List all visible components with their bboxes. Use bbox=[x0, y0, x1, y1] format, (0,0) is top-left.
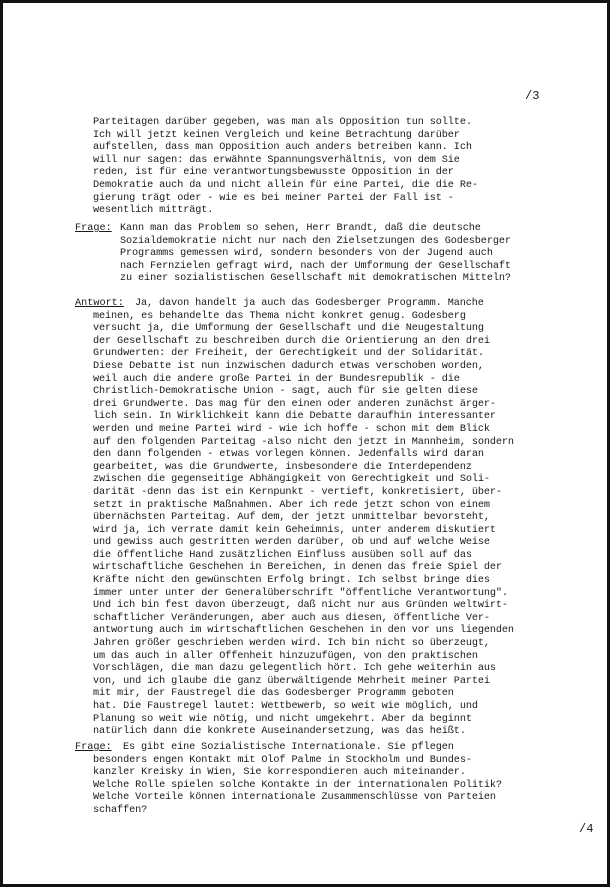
page-number-bottom: /4 bbox=[579, 822, 594, 836]
paragraph-intro: Parteitagen darüber gegeben, was man als Opposition tun sollte. Ich will jetzt keinen Vergleich und keine Betrachtung darüber aufstellen, dass man Opposition auch anders betreiben kann. Ich will nur sagen: das erwähnte Spannungsverhältnis, von dem Sie reden, ist für eine verantwortungsbewusste Opposition in der Demokratie auch da und nicht allein für eine Partei, die die Re- gierung trägt oder - wie es bei meiner Partei der Fall ist - wesentlich mitträgt. bbox=[93, 117, 478, 217]
answer-label-1: Antwort: bbox=[75, 298, 124, 309]
question-label-1: Frage: bbox=[75, 223, 112, 234]
page-number-top: /3 bbox=[525, 89, 540, 103]
question-label-2: Frage: bbox=[75, 742, 112, 753]
question-1: Kann man das Problem so sehen, Herr Brandt, daß die deutsche Sozialdemokratie nicht nur nach den Zielsetzungen des Godesberger Programms gemessen wird, sondern besonders von der Jugend auch nach Fernzielen gefragt wird, nach der Umformung der Gesellschaft zu einer sozialistischen Gesellschaft mit demokratischen Mitteln? bbox=[120, 223, 511, 285]
question-2: Es gibt eine Sozialistische Internationale. Sie pflegen besonders engen Kontakt mit Olof Palme in Stockholm und Bundes- kanzler Kreisky in Wien, Sie korrespondieren auch miteinander. Welche Rolle spielen solche Kontakte in der internationalen Politik? Welche Vorteile können internationale Zusammenschlüsse von Parteien schaffen? bbox=[93, 742, 502, 816]
answer-1: Ja, davon handelt ja auch das Godesberger Programm. Manche meinen, es behandelte das Thema nicht konkret genug. Godesberg versucht ja, die Umformung der Gesellschaft und die Neugestaltung der Gesellschaft zu beschreiben durch die Orientierung an den drei Grundwerten: der Freiheit, der Gerechtigkeit und der Solidarität. Diese Debatte ist nun inzwischen dadurch etwas verschoben worden, weil auch die andere große Partei in der Bundesrepublik - die Christlich-Demokratische Union - sagt, auch für sie gelten diese drei Grundwerte. Das mag für den einen oder anderen zunächst ärger- lich sein. In Wirklichkeit kann die Debatte daraufhin interessanter werden und meine Partei wird - wie ich hoffe - schon mit dem Blick auf den folgenden Parteitag -also nicht den jetzt in Mannheim, sondern den dann folgenden - etwas vorlegen können. Jedenfalls wird daran gearbeitet, was die Grundwerte, insbesondere die Interdependenz zwischen die gegenseitige Abhängigkeit von Gerechtigkeit und Soli- darität -denn das ist ein Kernpunkt - vertieft, konkretisiert, über- setzt in praktische Maßnahmen. Aber ich rede jetzt schon von einem übernächsten Parteitag. Auf dem, der jetzt unmittelbar bevorsteht, wird ja, ich verrate damit kein Geheimnis, unter anderem diskutiert und gewiss auch gestritten werden darüber, ob und auf welche Weise die öffentliche Hand zusätzlichen Einfluss ausüben soll auf das wirtschaftliche Geschehen in Bereichen, in denen das freie Spiel der Kräfte nicht den gewünschten Erfolg bringt. Ich selbst bringe dies immer unter unter der Generalüberschrift "öffentliche Verantwortung". Und ich bin fest davon überzeugt, daß nicht nur aus Gründen weltwirt- schaftlicher Veränderungen, aber auch aus diesen, öffentliche Ver- antwortung auch im wirtschaftlichen Geschehen in den vor uns liegenden Jahren größer geschrieben werden wird. Ich bin nicht so überzeugt, um das auch in aller Offenheit hinzuzufügen, von den praktischen Vorschlägen, die man dazu gelegentlich hört. Ich gehe weiterhin aus von, und ich glaube die ganz überwältigende Mehrheit meiner Partei mit mir, der Faustregel die das Godesberger Programm geboten hat. Die Faustregel lautet: Wettbewerb, so weit wie möglich, und Planung so weit wie nötig, und nicht umgekehrt. Aber da beginnt natürlich dann die konkrete Auseinandersetzung, was das heißt. bbox=[93, 298, 514, 738]
